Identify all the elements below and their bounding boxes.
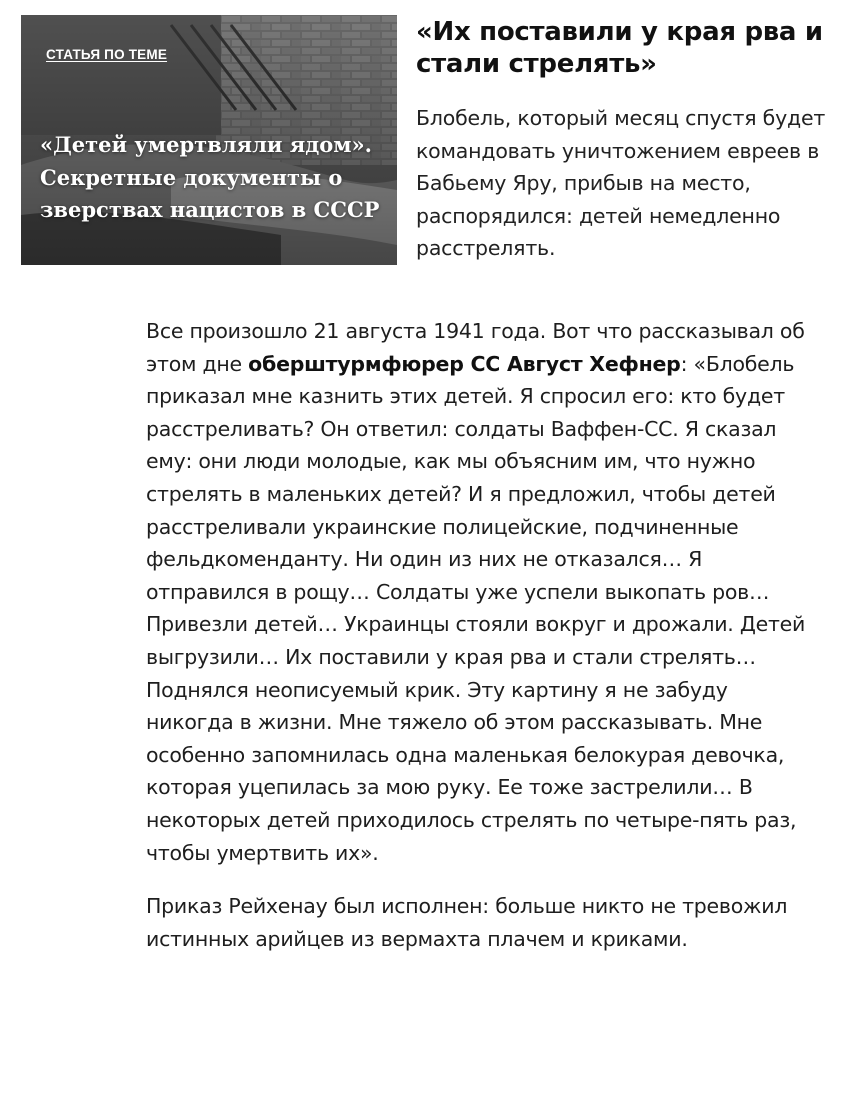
pull-quote-heading: «Их поставили у края рва и стали стрелять» xyxy=(416,17,823,79)
related-article-kicker[interactable]: СТАТЬЯ ПО ТЕМЕ xyxy=(46,47,168,62)
article-body xyxy=(146,315,816,955)
paragraph-lead-text: Все произошло 21 августа 1941 года. Вот что рассказывал об этом дне xyxy=(146,319,805,376)
related-article-card[interactable] xyxy=(21,15,397,265)
article-paragraph-1 xyxy=(146,315,816,869)
pull-quote xyxy=(416,16,836,265)
person-name: оберштурмфюрер СС Август Хефнер xyxy=(248,351,681,376)
testimony-quote: : «Блобель приказал мне казнить этих детей. Я спросил его: кто будет расстреливать? Он ответил: солдаты Ваффен-СС. Я сказал ему: они люди молодые, как мы объясним им, что нужно стрелять в маленьких детей? И я предложил, чтобы детей расстреливали украинские полицейские, подчиненные фельдкоменданту. Ни один из них не отказался… Я отправился в рощу… Солдаты уже успели выкопать ров… Привезли детей… Украинцы стояли вокруг и дрожали. Детей выгрузили… Их поставили у края рва и стали стрелять… Поднялся неописуемый крик. Эту картину я не забуду никогда в жизни. Мне тяжело об этом рассказывать. Мне особенно запомнилась одна маленькая белокурая девочка, которая уцепилась за мою руку. Ее тоже застрелили… В некоторых детей приходилось стрелять по четыре-пять раз, чтобы умертвить их». xyxy=(146,351,806,865)
article-paragraph-2: Приказ Рейхенау был исполнен: больше никто не тревожил истинных арийцев из вермахта плачем и криками. xyxy=(146,894,788,951)
pull-quote-text: Блобель, который месяц спустя будет командовать уничтожением евреев в Бабьему Яру, прибыв на место, распорядился: детей немедленно расстрелять. xyxy=(416,106,826,260)
related-article-title[interactable]: «Детей умертвляли ядом». Секретные документы о зверствах нацистов в СССР xyxy=(40,132,380,222)
